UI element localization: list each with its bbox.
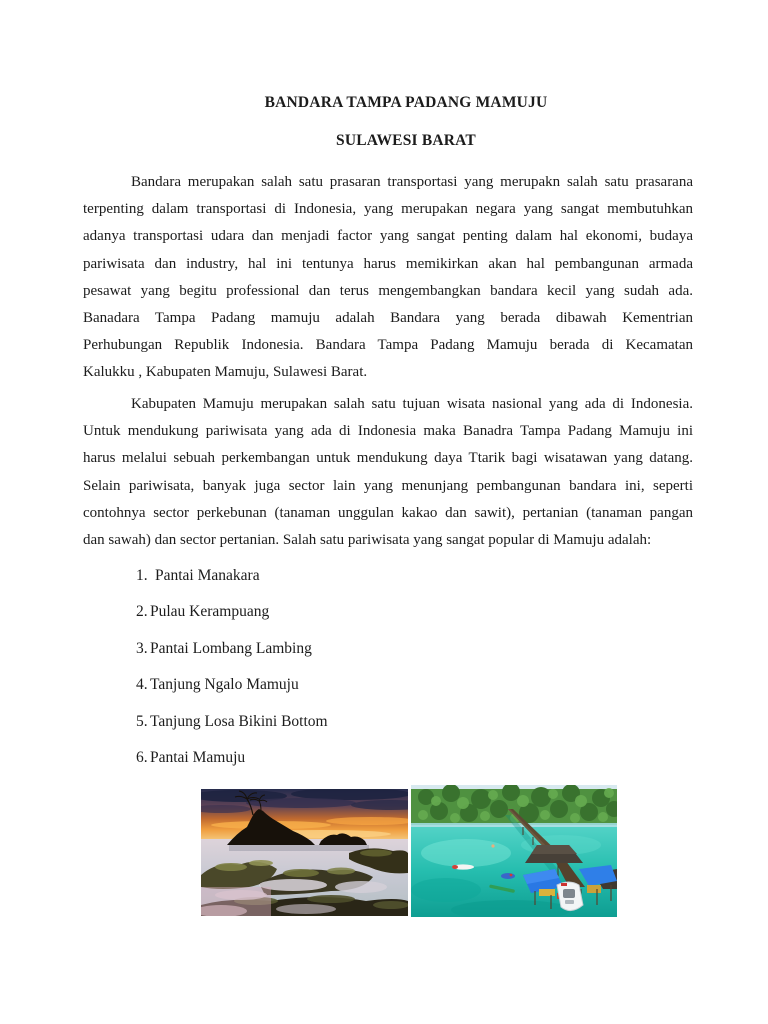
list-item-number: 6.: [136, 748, 148, 766]
text-line: dan sawah) dan sector pertanian. Salah satu pariwisata yang sangat popular di Mamuju adalah:: [83, 531, 652, 548]
text-line: pesawat yang begitu professional dan terus mengembangkan bandara kecil yang sudah ada.: [83, 282, 693, 299]
list-item-label: Tanjung Ngalo Mamuju: [150, 676, 299, 694]
list-item: [136, 708, 328, 735]
list-item-number: 4.: [136, 676, 148, 694]
text-line: Perhubungan Republik Indonesia. Bandara Tampa Padang Mamuju berada di Kecamatan: [83, 337, 693, 354]
text-line: Kalukku , Kabupaten Mamuju, Sulawesi Barat.: [83, 364, 368, 381]
list-item-label: Pulau Kerampuang: [150, 603, 270, 621]
text-line: Selain pariwisata, banyak juga sector lain yang menunjang pembangunan bandara ini, seperti: [83, 477, 693, 494]
list-item-number: 1.: [136, 567, 148, 584]
list-item: [136, 671, 328, 698]
text-line: Untuk mendukung pariwisata yang ada di Indonesia maka Banadra Tampa Padang Mamuju ini: [83, 423, 693, 440]
text-line: contohnya sector perkebunan (tanaman unggulan kakao dan sawit), pertanian (tanaman pangan: [83, 504, 693, 521]
text-line: adanya transportasi udara dan menjadi factor yang sangat penting dalam hal ekonomi, budaya: [83, 228, 693, 245]
text-line: Banadara Tampa Padang mamuju adalah Bandara yang berada dibawah Kementrian: [83, 309, 693, 326]
paragraph-intro: [83, 169, 693, 387]
list-item: [136, 562, 328, 589]
sunset-beach-illustration: [201, 789, 408, 916]
attractions-list: [136, 562, 328, 780]
list-item-label: Pantai Lombang Lambing: [150, 639, 312, 657]
text-line: Bandara merupakan salah satu prasaran transportasi yang merupakn salah satu prasarana: [131, 174, 693, 190]
text-line: Kabupaten Mamuju merupakan salah satu tujuan wisata nasional yang ada di Indonesia.: [131, 396, 693, 412]
list-item-number: 2.: [136, 603, 148, 621]
document-subtitle: SULAWESI BARAT: [336, 132, 476, 149]
island-jetty-illustration: [411, 785, 617, 917]
list-item-label: Tanjung Losa Bikini Bottom: [150, 712, 328, 730]
list-item-number: 3.: [136, 639, 148, 657]
list-item-label: Pantai Mamuju: [150, 748, 246, 766]
document-title: BANDARA TAMPA PADANG MAMUJU: [264, 94, 548, 111]
sunset-beach-photo: [201, 789, 408, 916]
list-item-label: Pantai Manakara: [155, 567, 260, 584]
paragraph-tourism: [83, 391, 693, 554]
list-item-number: 5.: [136, 712, 148, 730]
island-jetty-photo: [411, 785, 617, 917]
list-item: [136, 744, 328, 771]
list-item: [136, 598, 328, 625]
list-item: [136, 635, 328, 662]
text-line: terpenting dalam transportasi di Indonesia, yang merupakan negara yang sangat membutuhkan: [83, 201, 693, 218]
text-line: harus melalui sebuah perkembangan untuk mendukung daya Ttarik bagi wisatawan yang datang.: [83, 450, 693, 467]
text-line: pariwisata dan industry, hal ini tentunya harus memikirkan akan hal pembangunan armada: [83, 255, 693, 272]
